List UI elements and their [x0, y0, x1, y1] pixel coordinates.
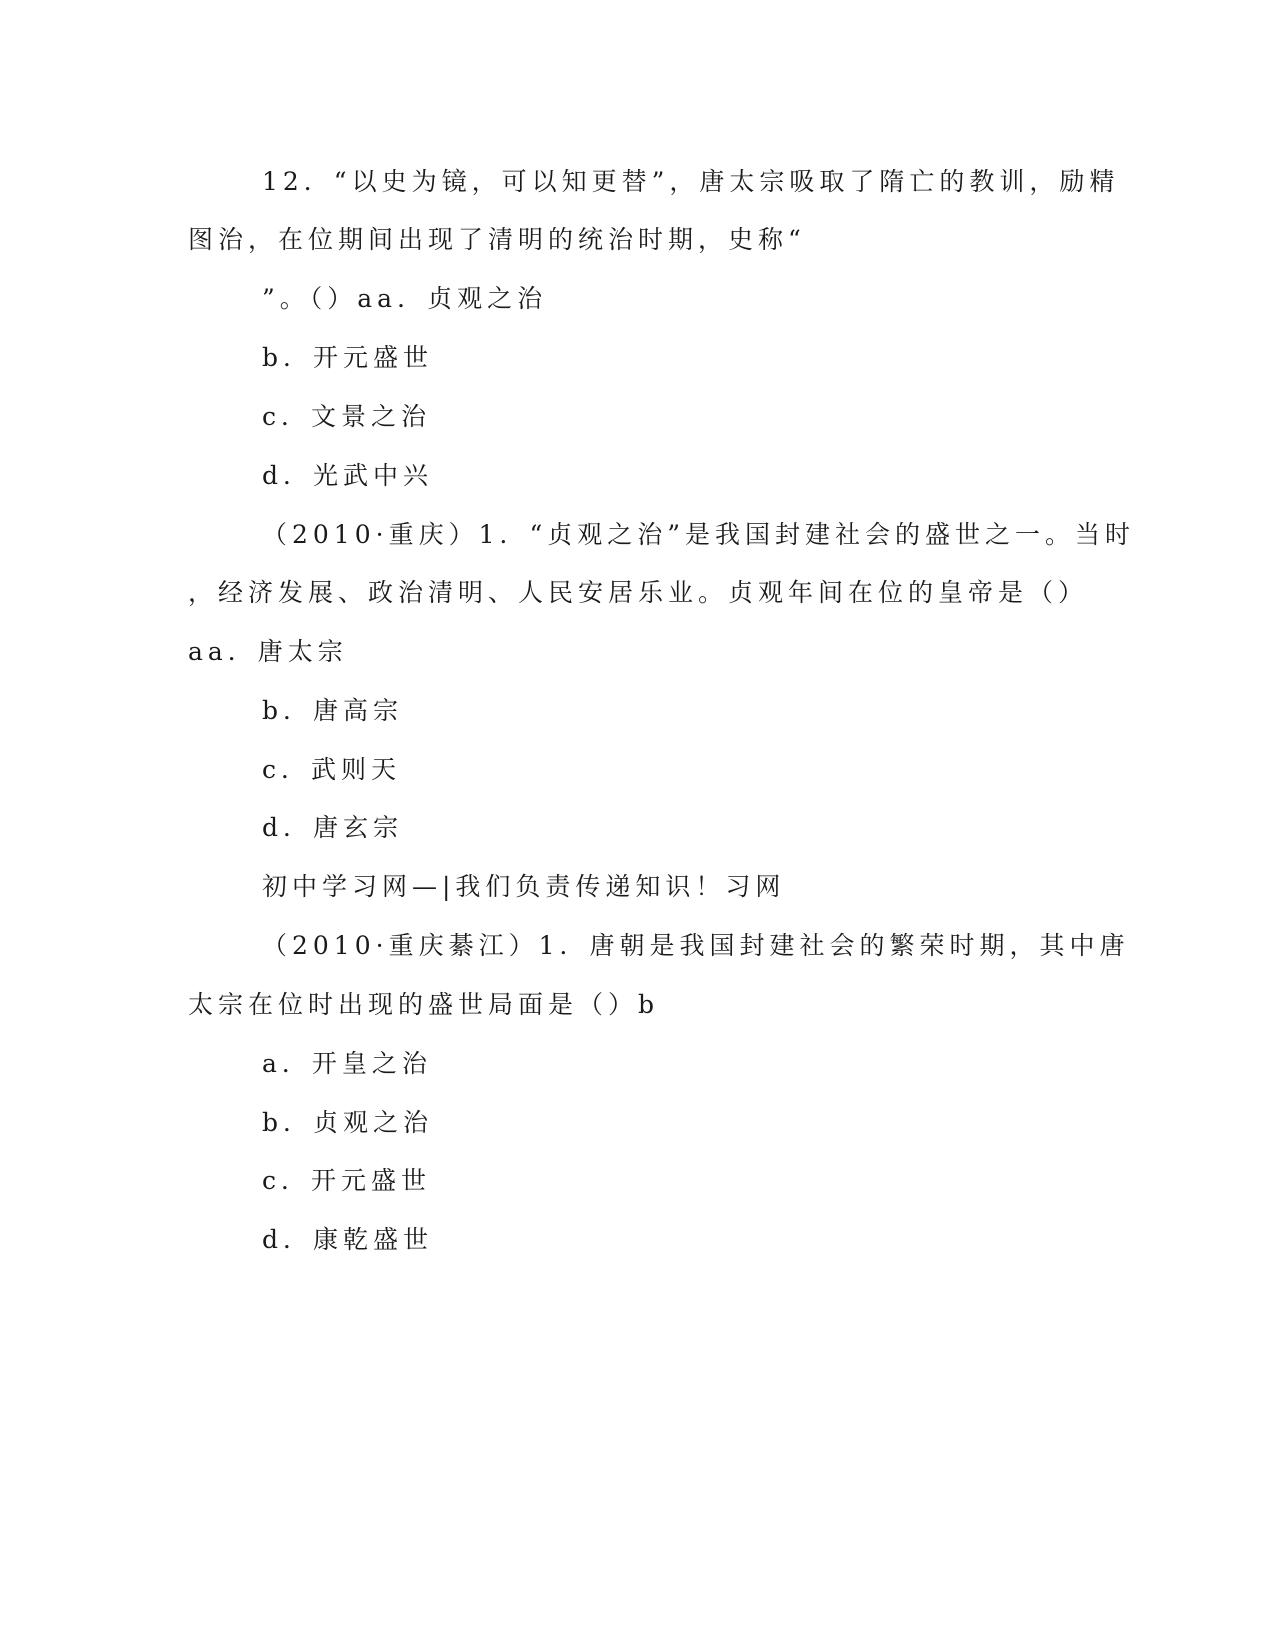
question-chongqing-line-3: aa．唐太宗 — [188, 637, 348, 666]
question-12-option-b: b．开元盛世 — [262, 343, 434, 372]
question-chongqing-line-1: （2010·重庆）1．“贞观之治”是我国封建社会的盛世之一。当时 — [262, 520, 1136, 549]
question-12-line-3: ”。（）aa．贞观之治 — [262, 284, 548, 313]
question-chongqing-option-b: b．唐高宗 — [262, 696, 404, 725]
question-12-option-c: c．文景之治 — [262, 402, 432, 431]
question-chongqing-option-d: d．唐玄宗 — [262, 813, 404, 842]
question-qijiang-line-1: （2010·重庆綦江）1．唐朝是我国封建社会的繁荣时期，其中唐 — [262, 931, 1130, 960]
site-note: 初中学习网—|我们负责传递知识！习网 — [262, 872, 786, 901]
question-qijiang-line-2: 太宗在位时出现的盛世局面是（）b — [188, 990, 660, 1019]
question-chongqing-option-c: c．武则天 — [262, 755, 402, 784]
question-qijiang-option-a: a．开皇之治 — [262, 1049, 432, 1078]
question-chongqing-line-2: ，经济发展、政治清明、人民安居乐业。贞观年间在位的皇帝是（） — [188, 578, 1089, 607]
question-12-line-1: 12．“以史为镜，可以知更替”，唐太宗吸取了隋亡的教训，励精 — [262, 167, 1120, 196]
question-qijiang-option-c: c．开元盛世 — [262, 1166, 432, 1195]
question-12-line-2: 图治，在位期间出现了清明的统治时期，史称“ — [188, 225, 806, 254]
question-qijiang-option-d: d．康乾盛世 — [262, 1225, 434, 1254]
question-12-option-d: d．光武中兴 — [262, 461, 434, 490]
question-qijiang-option-b: b．贞观之治 — [262, 1108, 434, 1137]
